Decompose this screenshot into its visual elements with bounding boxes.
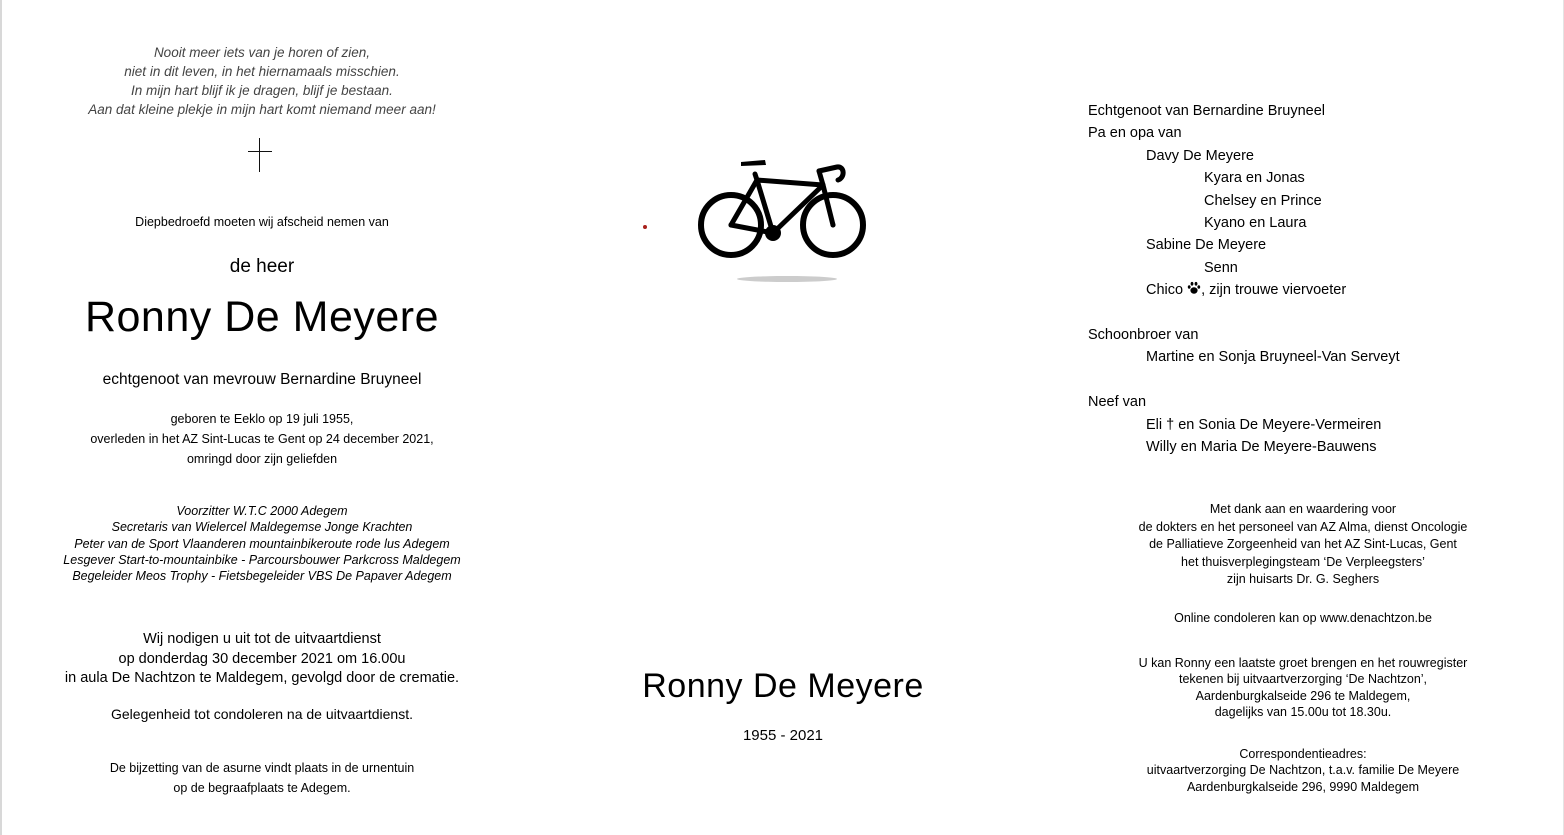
family-line: Kyara en Jonas: [1204, 170, 1305, 187]
thanks-line: de dokters en het personeel van AZ Alma, dienst Oncologie: [1138, 519, 1468, 534]
intro-text: Diepbedroefd moeten wij afscheid nemen van: [135, 215, 389, 229]
deceased-name: Ronny De Meyere: [84, 293, 440, 341]
dates-line: geboren te Eeklo op 19 juli 1955,: [170, 412, 354, 426]
pet-name: Chico: [1146, 282, 1184, 299]
thanks-line: zijn huisarts Dr. G. Seghers: [1226, 572, 1380, 586]
visit-info: [1042, 655, 1564, 720]
role-line: Secretaris van Wielercel Maldegemse Jonge Krachten: [111, 520, 413, 535]
family-line: Davy De Meyere: [1146, 147, 1254, 164]
left-panel: [0, 0, 524, 835]
online-condolence: Online condoleren kan op www.denachtzon.be: [1174, 611, 1432, 625]
family-line-pet: [1088, 279, 1528, 301]
family-list: [1088, 100, 1528, 458]
roles-list: [0, 503, 524, 584]
dates-line: omringd door zijn geliefden: [186, 452, 338, 466]
ceremony-info: [0, 630, 524, 689]
bicycle-icon: [695, 154, 871, 286]
family-line: Pa en opa van: [1088, 125, 1182, 142]
poem-line: Aan dat kleine plekje in mijn hart komt niemand meer aan!: [88, 102, 436, 117]
ceremony-line: op donderdag 30 december 2021 om 16.00u: [118, 650, 406, 667]
thanks-line: Met dank aan en waardering voor: [1209, 502, 1397, 516]
correspondence-address: [1042, 746, 1564, 795]
visit-line: Aardenburgkalseide 296 te Maldegem,: [1195, 688, 1411, 703]
burial-info: [0, 759, 524, 798]
dates-line: overleden in het AZ Sint-Lucas te Gent op 24 december 2021,: [90, 432, 434, 446]
poem-line: Nooit meer iets van je horen of zien,: [153, 45, 371, 60]
family-line: Sabine De Meyere: [1146, 237, 1267, 254]
paw-icon: [1187, 281, 1201, 295]
role-line: Begeleider Meos Trophy - Fietsbegeleider VBS De Papaver Adegem: [72, 569, 452, 584]
visit-line: tekenen bij uitvaartverzorging ‘De Nachtzon’,: [1178, 672, 1428, 687]
family-line: Senn: [1204, 259, 1238, 276]
honorific: de heer: [229, 256, 295, 277]
family-line: Kyano en Laura: [1204, 215, 1307, 232]
family-line: Neef van: [1088, 394, 1147, 411]
role-line: Lesgever Start-to-mountainbike - Parcoursbouwer Parkcross Maldegem: [63, 552, 461, 567]
burial-line: De bijzetting van de asurne vindt plaats in de urnentuin: [109, 761, 415, 775]
thanks-line: de Palliatieve Zorgeenheid van het AZ Sint-Lucas, Gent: [1149, 537, 1457, 551]
corr-line: Correspondentieadres:: [1239, 747, 1367, 761]
family-line: Echtgenoot van Bernardine Bruyneel: [1088, 103, 1325, 119]
burial-line: op de begraafplaats te Adegem.: [173, 780, 351, 795]
visit-line: U kan Ronny een laatste groet brengen en het rouwregister: [1138, 656, 1468, 670]
role-line: Peter van de Sport Vlaanderen mountainbikeroute rode lus Adegem: [74, 536, 450, 551]
family-line: Chelsey en Prince: [1204, 192, 1322, 209]
life-dates: [0, 409, 524, 469]
family-line: Eli † en Sonia De Meyere-Vermeiren: [1146, 416, 1382, 433]
thanks-line: het thuisverplegingsteam ‘De Verpleegsters’: [1181, 554, 1425, 569]
cross-icon: [248, 138, 272, 172]
ceremony-line: in aula De Nachtzon te Maldegem, gevolgd door de crematie.: [64, 670, 460, 686]
years: 1955 - 2021: [742, 727, 824, 744]
visit-line: dagelijks van 15.00u tot 18.30u.: [1214, 704, 1392, 719]
poem-line: niet in dit leven, in het hiernamaals misschien.: [124, 64, 400, 79]
family-line: Martine en Sonja Bruyneel-Van Serveyt: [1146, 349, 1400, 366]
corr-line: uitvaartverzorging De Nachtzon, t.a.v. familie De Meyere: [1146, 763, 1460, 778]
poem-line: In mijn hart blijf ik je dragen, blijf je bestaan.: [131, 83, 393, 98]
family-line: Willy en Maria De Meyere-Bauwens: [1146, 439, 1377, 456]
middle-name: Ronny De Meyere: [642, 667, 924, 705]
condolence-info: Gelegenheid tot condoleren na de uitvaartdienst.: [111, 706, 413, 722]
spouse-line: echtgenoot van mevrouw Bernardine Bruyneel: [102, 371, 422, 388]
ceremony-line: Wij nodigen u uit tot de uitvaartdienst: [143, 631, 381, 647]
corr-line: Aardenburgkalseide 296, 9990 Maldegem: [1186, 779, 1420, 794]
thanks-block: [1042, 501, 1564, 589]
role-line: Voorzitter W.T.C 2000 Adegem: [176, 504, 348, 518]
family-line: Schoonbroer van: [1088, 327, 1199, 344]
pet-description: , zijn trouwe viervoeter: [1201, 282, 1347, 299]
red-dot: [643, 225, 647, 229]
poem: [0, 43, 524, 119]
